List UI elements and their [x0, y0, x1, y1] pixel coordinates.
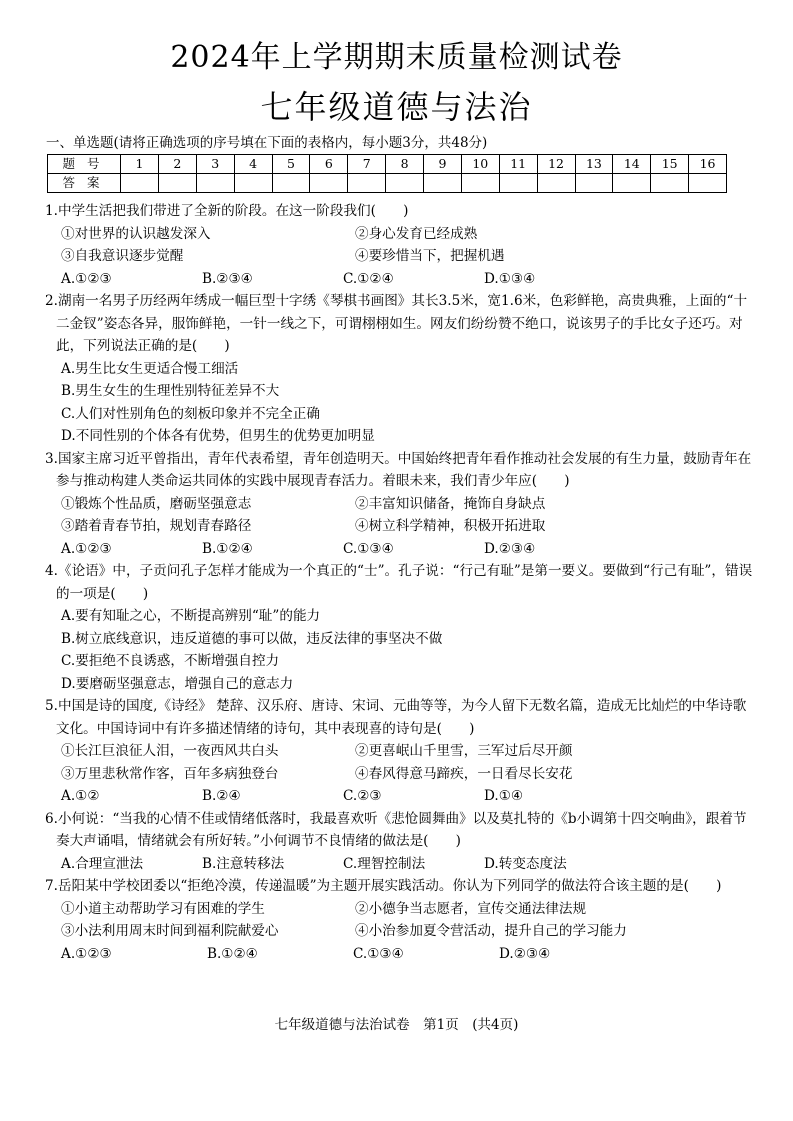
choice-option: C.①②④ [343, 270, 394, 287]
answer-blank-cell[interactable] [689, 174, 727, 193]
answer-number-cell: 12 [537, 155, 575, 174]
answer-number-cell: 8 [386, 155, 424, 174]
choice-option: C.①③④ [343, 540, 394, 557]
question-7 [45, 875, 757, 965]
answer-number-cell: 15 [651, 155, 689, 174]
choice-option: D.转变态度法 [484, 855, 567, 872]
question-stem: 2.湖南一名男子历经两年绣成一幅巨型十字绣《琴棋书画图》其长3.5米，宽1.6米，色彩鲜艳，高贵典雅，上面的“十二金钗”姿态各异，服饰鲜艳，一针一线之下，可谓栩栩如生。网友们纷纷赞不绝口，说该男子的手比女子还巧。对此，下列说法正确的是( ) [45, 293, 748, 354]
statement-item: ③自我意识逐步觉醒 [61, 248, 184, 264]
choice-option: D.②③④ [499, 945, 551, 962]
choice-option: D.要磨砺坚强意志，增强自己的意志力 [61, 675, 294, 692]
choice-option: C.理智控制法 [343, 855, 426, 872]
question-2 [45, 290, 757, 448]
answer-number-cell: 1 [121, 155, 159, 174]
question-5 [45, 695, 757, 808]
statement-row [45, 898, 757, 921]
answer-blank-cell[interactable] [613, 174, 651, 193]
question-stem: 7.岳阳某中学校团委以“拒绝冷漠，传递温暖”为主题开展实践活动。你认为下列同学的做法符合该主题的是( ) [45, 878, 722, 894]
answer-blank-cell[interactable] [272, 174, 310, 193]
choice-option: C.①③④ [353, 945, 404, 962]
statement-row [45, 493, 757, 516]
statement-item: ①锻炼个性品质，磨砺坚强意志 [61, 495, 252, 512]
answer-table-number-row [48, 155, 727, 174]
question-list [45, 200, 757, 965]
choice-option: A.①② [61, 788, 100, 804]
answer-number-cell: 4 [234, 155, 272, 174]
choice-option: A.要有知耻之心，不断提高辨别“耻”的能力 [61, 608, 321, 624]
choice-option: D.①③④ [484, 270, 536, 287]
statement-item: ④要珍惜当下，把握机遇 [355, 248, 505, 264]
choice-option: B.①②④ [202, 540, 253, 557]
statement-row [45, 223, 757, 246]
statement-row [45, 740, 757, 763]
statement-item: ①小道主动帮助学习有困难的学生 [61, 900, 265, 917]
section-heading: 一、单选题(请将正确选项的序号填在下面的表格内，每小题3分，共48分) [46, 135, 488, 151]
answer-blank-cell[interactable] [424, 174, 462, 193]
choice-option: A.①②③ [61, 270, 112, 287]
question-stem: 3.国家主席习近平曾指出，青年代表希望，青年创造明天。中国始终把青年看作推动社会发展的有生力量，鼓励青年在参与推动构建人类命运共同体的实践中展现青春活力。着眼未来，我们青少年应( ) [45, 450, 752, 489]
answer-blank-cell[interactable] [196, 174, 234, 193]
answer-blank-cell[interactable] [499, 174, 537, 193]
choice-option: A.①②③ [61, 945, 112, 962]
statement-item: ③小法利用周末时间到福利院献爱心 [61, 923, 279, 939]
answer-blank-cell[interactable] [461, 174, 499, 193]
choice-option: B.②③④ [202, 270, 253, 287]
statement-item: ②小德争当志愿者，宣传交通法律法规 [355, 900, 587, 917]
choice-option: A.合理宣泄法 [61, 855, 144, 872]
answer-number-cell: 14 [613, 155, 651, 174]
statement-row [45, 515, 757, 538]
question-1 [45, 200, 757, 290]
answer-number-cell: 2 [158, 155, 196, 174]
answer-blank-cell[interactable] [310, 174, 348, 193]
statement-item: ④小治参加夏令营活动，提升自己的学习能力 [355, 923, 627, 939]
answer-blank-cell[interactable] [575, 174, 613, 193]
statement-item: ④春风得意马蹄疾，一日看尽长安花 [355, 765, 573, 782]
answer-number-cell: 9 [424, 155, 462, 174]
answer-blank-cell[interactable] [121, 174, 159, 193]
choice-option: C.要拒绝不良诱惑，不断增强自控力 [61, 653, 280, 669]
question-stem: 4.《论语》中，子贡问孔子怎样才能成为一个真正的“士”。孔子说：“行己有耻”是第一要义。要做到“行己有耻”，错误的一项是( ) [45, 563, 753, 602]
choice-option: B.男生女生的生理性别特征差异不大 [61, 383, 280, 399]
answer-number-cell: 11 [499, 155, 537, 174]
question-4 [45, 560, 757, 695]
choice-row [45, 943, 757, 966]
choice-option: C.②③ [343, 788, 382, 804]
statement-item: ②更喜岷山千里雪，三军过后尽开颜 [355, 743, 573, 759]
answer-blank-cell[interactable] [651, 174, 689, 193]
statement-item: ③踏着青春节拍，规划青春路径 [61, 518, 252, 534]
answer-blank-cell[interactable] [348, 174, 386, 193]
answer-blank-cell[interactable] [537, 174, 575, 193]
choice-option: A.①②③ [61, 540, 112, 557]
question-3 [45, 448, 757, 561]
exam-title: 2024年上学期期末质量检测试卷 [170, 40, 623, 75]
answer-number-cell: 13 [575, 155, 613, 174]
statement-item: ①对世界的认识越发深入 [61, 225, 211, 242]
choice-option: D.①④ [484, 788, 524, 804]
choice-row [45, 268, 757, 291]
question-stem: 6.小何说：“当我的心情不佳或情绪低落时，我最喜欢听《悲怆圆舞曲》以及莫扎特的《b小调第十四交响曲》，跟着节奏大声诵唱，情绪就会有所好转。”小何调节不良情绪的做法是( ) [45, 810, 747, 849]
statement-item: ①长江巨浪征人泪，一夜西风共白头 [61, 743, 279, 759]
answer-table-answer-row [48, 174, 727, 193]
question-stem: 1.中学生活把我们带进了全新的阶段。在这一阶段我们( ) [45, 203, 409, 219]
choice-row [45, 853, 757, 876]
answer-table [47, 154, 727, 193]
choice-option: B.②④ [202, 788, 241, 804]
page-footer: 七年级道德与法治试卷 第1页 (共4页) [274, 1017, 519, 1033]
answer-blank-cell[interactable] [234, 174, 272, 193]
choice-row [45, 538, 757, 561]
statement-item: ④树立科学精神，积极开拓进取 [355, 518, 546, 534]
choice-option: A.男生比女生更适合慢工细活 [61, 360, 239, 377]
statement-item: ③万里悲秋常作客，百年多病独登台 [61, 765, 279, 782]
statement-row [45, 920, 757, 943]
choice-option: D.②③④ [484, 540, 536, 557]
choice-option: B.注意转移法 [202, 855, 285, 872]
statement-row [45, 763, 757, 786]
choice-option: C.人们对性别角色的刻板印象并不完全正确 [61, 405, 320, 422]
answer-blank-cell[interactable] [158, 174, 196, 193]
answer-number-cell: 7 [348, 155, 386, 174]
question-6 [45, 808, 757, 876]
statement-row [45, 245, 757, 268]
choice-row [45, 785, 757, 808]
choice-option: D.不同性别的个体各有优势，但男生的优势更加明显 [61, 428, 375, 444]
question-stem: 5.中国是诗的国度,《诗经》 楚辞、汉乐府、唐诗、宋词、元曲等等，为今人留下无数名篇，造成无比灿烂的中华诗歌文化。中国诗词中有许多描述情绪的诗句，其中表现喜的诗句是( ) [45, 698, 747, 737]
answer-table-row-header: 题号 [48, 155, 121, 174]
answer-table-row-header: 答案 [48, 174, 121, 193]
answer-number-cell: 16 [689, 155, 727, 174]
answer-blank-cell[interactable] [386, 174, 424, 193]
exam-subtitle: 七年级道德与法治 [260, 88, 533, 126]
statement-item: ②身心发育已经成熟 [355, 225, 478, 242]
answer-number-cell: 3 [196, 155, 234, 174]
answer-number-cell: 10 [461, 155, 499, 174]
answer-number-cell: 6 [310, 155, 348, 174]
choice-option: B.①②④ [207, 945, 258, 962]
choice-option: B.树立底线意识，违反道德的事可以做，违反法律的事坚决不做 [61, 630, 443, 647]
answer-number-cell: 5 [272, 155, 310, 174]
statement-item: ②丰富知识储备，掩饰自身缺点 [355, 495, 546, 512]
